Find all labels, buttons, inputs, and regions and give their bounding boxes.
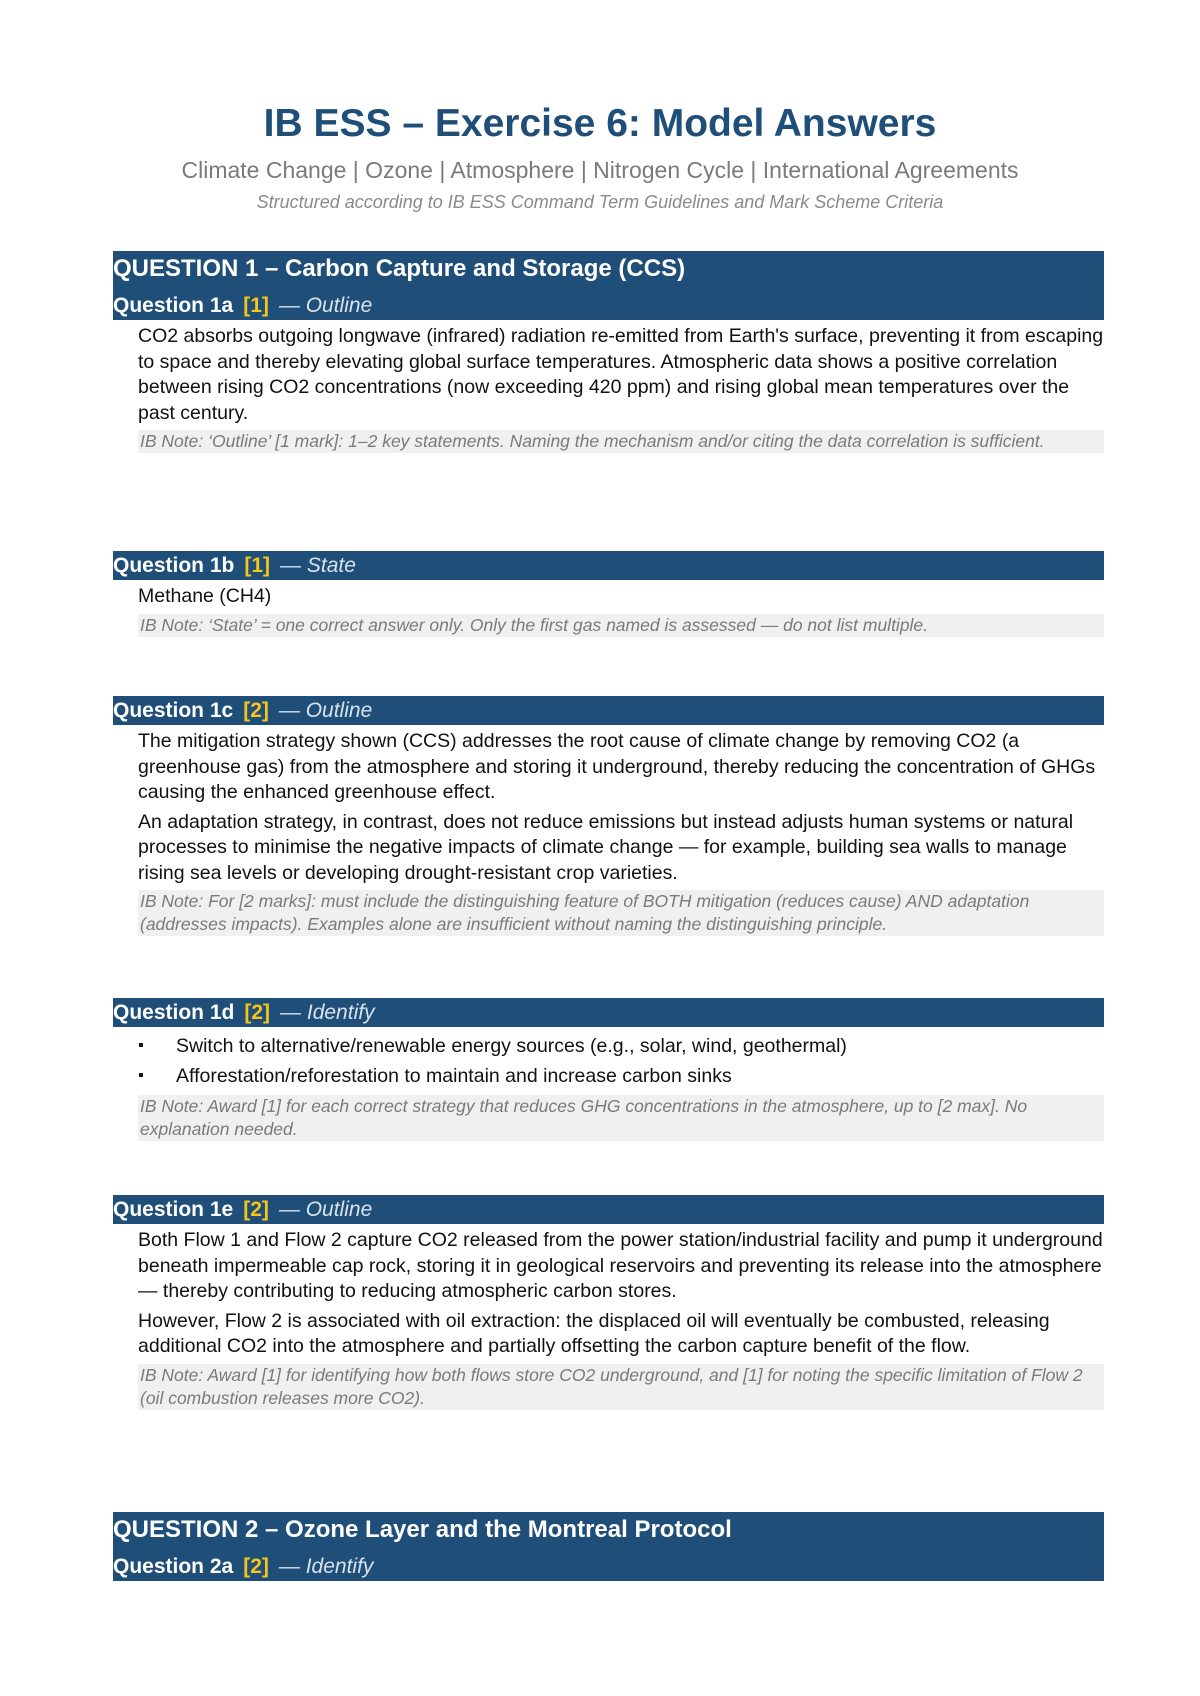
marks-badge: [2] bbox=[243, 1555, 269, 1578]
list-item bbox=[138, 1031, 1104, 1061]
command-term: — Identify bbox=[280, 1001, 375, 1024]
ib-note: IB Note: Award [1] for each correct strategy that reduces GHG concentrations in the atmosphere, up to [2 max]. No explanation needed. bbox=[138, 1095, 1104, 1141]
list-item-text: Switch to alternative/renewable energy sources (e.g., solar, wind, geothermal) bbox=[176, 1035, 847, 1057]
command-term: — Outline bbox=[278, 294, 373, 317]
answer-paragraph: However, Flow 2 is associated with oil extraction: the displaced oil will eventually be combusted, releasing additional CO2 into the atmosphere and partially offsetting the carbon capture benefit of the flow. bbox=[138, 1309, 1050, 1357]
section-question-2 bbox=[113, 1512, 1104, 1581]
question-label: Question 2a bbox=[113, 1555, 234, 1578]
page-title: IB ESS – Exercise 6: Model Answers bbox=[263, 102, 937, 145]
bullet-list bbox=[138, 1031, 1104, 1091]
question-header-1d bbox=[113, 998, 1104, 1027]
page-tagline: Structured according to IB ESS Command Term Guidelines and Mark Scheme Criteria bbox=[256, 192, 944, 212]
question-label: Question 1b bbox=[113, 554, 235, 577]
answer-body-1e bbox=[138, 1228, 1104, 1410]
question-header-1c bbox=[113, 696, 1104, 725]
answer-paragraph: An adaptation strategy, in contrast, does not reduce emissions but instead adjusts human systems or natural processes to minimise the negative impacts of climate change — for example, building sea walls to manage rising sea levels or developing drought-resistant crop varieties. bbox=[138, 810, 1074, 884]
section-header-band bbox=[113, 1512, 1104, 1581]
question-label: Question 1a bbox=[113, 294, 234, 317]
bullet-icon: ▪ bbox=[138, 1037, 144, 1054]
marks-badge: [2] bbox=[244, 1001, 271, 1024]
answer-body-1b bbox=[138, 584, 1104, 637]
ib-note: IB Note: ‘Outline’ [1 mark]: 1–2 key statements. Naming the mechanism and/or citing the data correlation is sufficient. bbox=[138, 430, 1104, 453]
marks-badge: [1] bbox=[243, 294, 269, 317]
command-term: — State bbox=[280, 554, 356, 577]
section-title: QUESTION 1 – Carbon Capture and Storage (CCS) bbox=[113, 255, 686, 282]
question-header-1a bbox=[113, 291, 1104, 320]
answer-paragraph: CO2 absorbs outgoing longwave (infrared) radiation re-emitted from Earth's surface, preventing it from escaping to space and thereby elevating global surface temperatures. Atmospheric data shows a positive correlation between rising CO2 concentrations (now exceeding 420 ppm) and rising global mean temperatures over the past century. bbox=[138, 325, 1104, 424]
marks-badge: [2] bbox=[243, 699, 269, 722]
question-label: Question 1e bbox=[113, 1198, 234, 1221]
command-term: — Outline bbox=[278, 699, 373, 722]
ib-note: IB Note: Award [1] for identifying how both flows store CO2 underground, and [1] for noting the specific limitation of Flow 2 (oil combustion releases more CO2). bbox=[138, 1364, 1104, 1410]
answer-paragraph: Both Flow 1 and Flow 2 capture CO2 released from the power station/industrial facility and pump it underground beneath impermeable cap rock, storing it in geological reservoirs and preventing its release into the atmosphere — thereby contributing to reducing atmospheric carbon stores. bbox=[138, 1229, 1103, 1302]
answer-body-1c bbox=[138, 729, 1104, 936]
list-item bbox=[138, 1061, 1104, 1091]
question-1e bbox=[113, 1195, 1104, 1410]
question-header-2a bbox=[113, 1552, 1104, 1581]
command-term: — Identify bbox=[278, 1555, 374, 1578]
ib-note: IB Note: For [2 marks]: must include the distinguishing feature of BOTH mitigation (reduces cause) AND adaptation (addresses impacts). Examples alone are insufficient without naming the distinguishing principle. bbox=[138, 890, 1104, 936]
bullet-icon: ▪ bbox=[138, 1067, 144, 1084]
question-header-1b bbox=[113, 551, 1104, 580]
question-header-1e bbox=[113, 1195, 1104, 1224]
page-subtitle: Climate Change | Ozone | Atmosphere | Nitrogen Cycle | International Agreements bbox=[181, 157, 1019, 183]
ib-note: IB Note: ‘State’ = one correct answer only. Only the first gas named is assessed — do not list multiple. bbox=[138, 614, 1104, 637]
question-1c bbox=[113, 696, 1104, 936]
answer-paragraph: Methane (CH4) bbox=[138, 585, 272, 607]
marks-badge: [2] bbox=[243, 1198, 269, 1221]
section-question-1 bbox=[113, 251, 1104, 453]
question-label: Question 1d bbox=[113, 1001, 235, 1024]
list-item-text: Afforestation/reforestation to maintain and increase carbon sinks bbox=[176, 1065, 732, 1087]
section-title: QUESTION 2 – Ozone Layer and the Montreal Protocol bbox=[113, 1516, 732, 1543]
question-1d bbox=[113, 998, 1104, 1141]
section-header-band bbox=[113, 251, 1104, 320]
answer-body-1a bbox=[138, 324, 1104, 453]
question-label: Question 1c bbox=[113, 699, 234, 722]
question-1b bbox=[113, 551, 1104, 637]
answer-body-1d bbox=[138, 1031, 1104, 1141]
marks-badge: [1] bbox=[244, 554, 271, 577]
answer-paragraph: The mitigation strategy shown (CCS) addresses the root cause of climate change by removing CO2 (a greenhouse gas) from the atmosphere and storing it underground, thereby reducing the concentration of GHGs causing the enhanced greenhouse effect. bbox=[138, 730, 1096, 803]
command-term: — Outline bbox=[278, 1198, 373, 1221]
